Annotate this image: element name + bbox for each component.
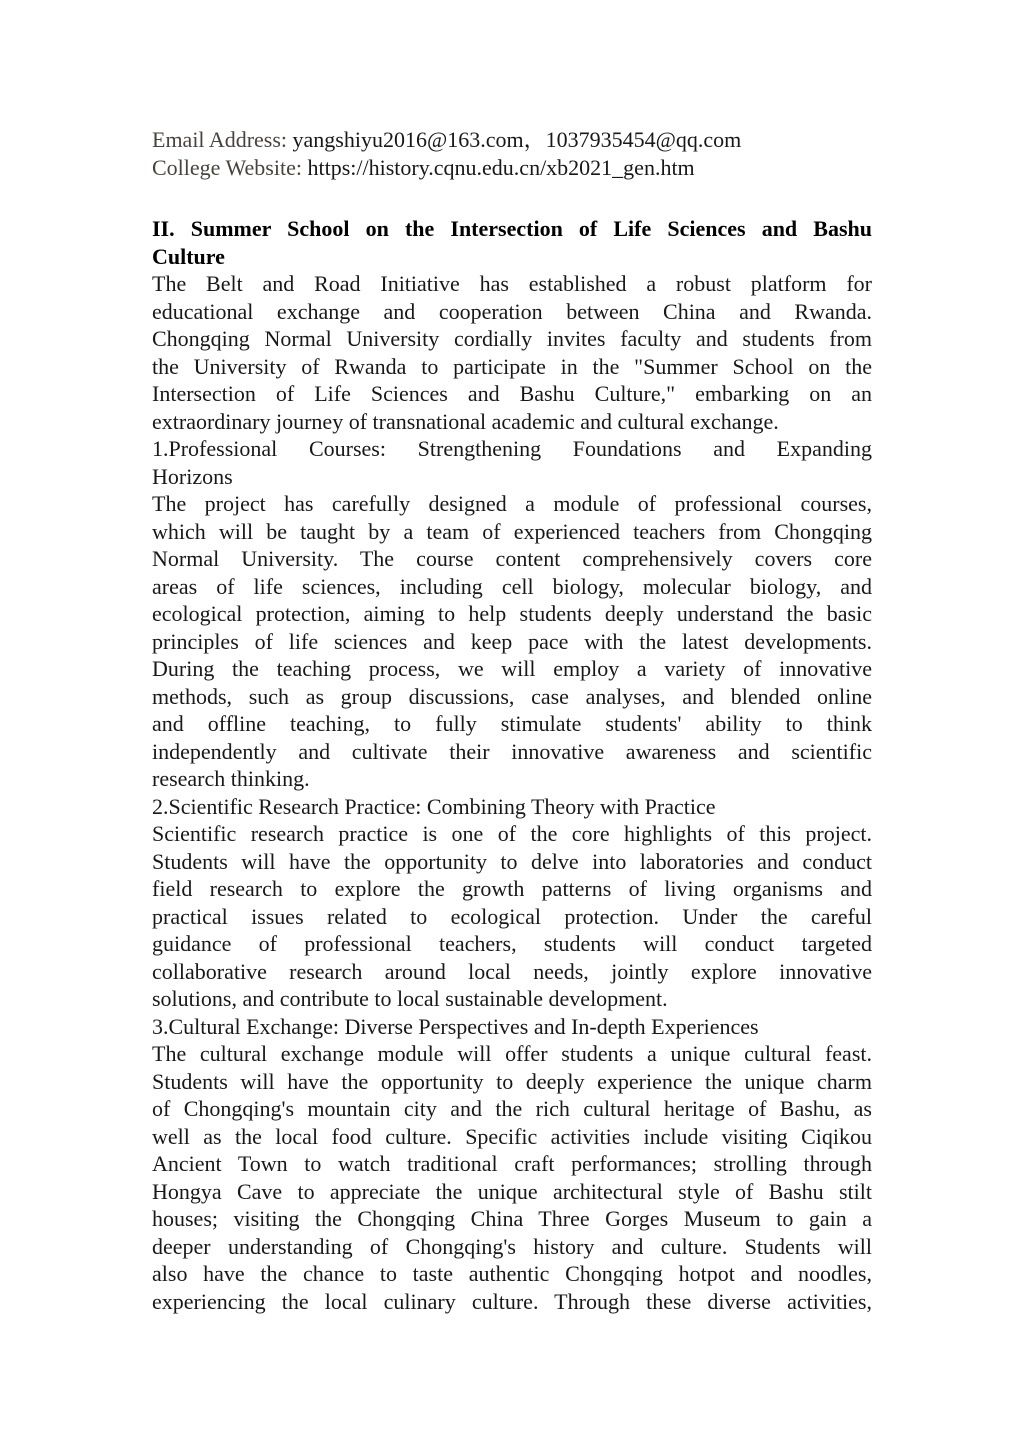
text-line: which will be taught by a team of experienced teachers from Chongqing: [152, 518, 872, 544]
text-line: Intersection of Life Sciences and Bashu Culture," embarking on an: [152, 381, 872, 406]
text-line: and offline teaching, to fully stimulate students' ability to think: [152, 711, 872, 736]
text-line: well as the local food culture. Specific activities include visiting Ciqikou: [152, 1123, 872, 1149]
text-line: field research to explore the growth patterns of living organisms and: [152, 876, 872, 901]
text-line: collaborative research around local needs, jointly explore innovative: [152, 958, 872, 984]
text-line: research thinking.: [152, 766, 310, 791]
text-line: methods, such as group discussions, case analyses, and blended online: [152, 683, 872, 709]
text-line: Students will have the opportunity to deeply experience the unique charm: [152, 1068, 872, 1094]
text-line: The cultural exchange module will offer students a unique cultural feast.: [152, 1041, 872, 1066]
text-line: ecological protection, aiming to help students deeply understand the basic: [152, 601, 872, 626]
text-line: principles of life sciences and keep pace with the latest developments.: [152, 628, 872, 654]
text-line: The project has carefully designed a module of professional courses,: [152, 491, 872, 516]
text-line: Scientific research practice is one of the core highlights of this project.: [152, 821, 872, 846]
text-line: guidance of professional teachers, students will conduct targeted: [152, 931, 872, 956]
text-line: II. Summer School on the Intersection of Life Sciences and Bashu: [152, 216, 872, 241]
text-line: houses; visiting the Chongqing China Three Gorges Museum to gain a: [152, 1206, 872, 1231]
email-address-line: [152, 126, 872, 154]
text-line: solutions, and contribute to local sustainable development.: [152, 986, 668, 1011]
blank-line: [152, 181, 872, 215]
text-line: Normal University. The course content comprehensively covers core: [152, 546, 872, 571]
text-line: the University of Rwanda to participate in the "Summer School on the: [152, 353, 872, 379]
college-website-value: https://history.cqnu.edu.cn/xb2021_gen.htm: [307, 154, 695, 180]
text-line: extraordinary journey of transnational academic and cultural exchange.: [152, 408, 779, 434]
paragraph: [152, 270, 872, 435]
text-line: independently and cultivate their innovative awareness and scientific: [152, 738, 872, 764]
section-heading: [152, 215, 872, 270]
paragraph: [152, 490, 872, 793]
contact-block: [152, 126, 872, 181]
text-line: 2.Scientific Research Practice: Combining Theory with Practice: [152, 793, 716, 819]
text-line: educational exchange and cooperation between China and Rwanda.: [152, 298, 872, 324]
text-line: Hongya Cave to appreciate the unique architectural style of Bashu stilt: [152, 1178, 872, 1204]
text-line: of Chongqing's mountain city and the rich cultural heritage of Bashu, as: [152, 1096, 872, 1121]
text-line: experiencing the local culinary culture. Through these diverse activities,: [152, 1288, 872, 1314]
text-line: deeper understanding of Chongqing's history and culture. Students will: [152, 1233, 872, 1259]
college-website-line: [152, 154, 872, 182]
text-line: Horizons: [152, 463, 233, 489]
paragraph: [152, 1040, 872, 1315]
email-address-value: yangshiyu2016@163.com，1037935454@qq.com: [292, 127, 742, 152]
paragraph: [152, 435, 872, 490]
text-line: Ancient Town to watch traditional craft performances; strolling through: [152, 1151, 872, 1176]
text-line: practical issues related to ecological protection. Under the careful: [152, 903, 872, 929]
paragraph: [152, 820, 872, 1013]
college-website-label: College Website:: [152, 154, 302, 180]
text-line: 1.Professional Courses: Strengthening Foundations and Expanding: [152, 436, 872, 461]
paragraph: [152, 793, 872, 821]
text-line: Chongqing Normal University cordially invites faculty and students from: [152, 326, 872, 351]
text-line: Culture: [152, 243, 225, 269]
document-body: [152, 215, 872, 1315]
text-line: The Belt and Road Initiative has established a robust platform for: [152, 271, 872, 296]
email-address-label: Email Address:: [152, 127, 288, 152]
text-line: areas of life sciences, including cell biology, molecular biology, and: [152, 573, 872, 599]
paragraph: [152, 1013, 872, 1041]
text-line: 3.Cultural Exchange: Diverse Perspectives and In-depth Experiences: [152, 1013, 759, 1039]
text-line: also have the chance to taste authentic Chongqing hotpot and noodles,: [152, 1261, 872, 1286]
text-line: During the teaching process, we will employ a variety of innovative: [152, 656, 872, 681]
text-line: Students will have the opportunity to delve into laboratories and conduct: [152, 848, 872, 874]
